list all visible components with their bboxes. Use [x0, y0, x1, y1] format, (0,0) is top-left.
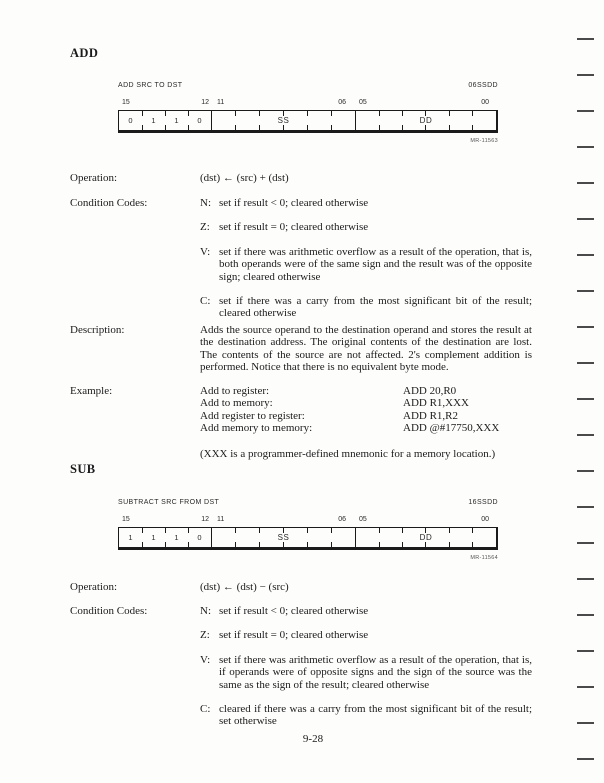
- add-opcode-octal: 06SSDD: [468, 82, 498, 89]
- opcode-bit: 0: [128, 116, 133, 125]
- change-bar: [577, 686, 594, 688]
- bit-label-11: 11: [217, 516, 225, 523]
- change-bar: [577, 650, 594, 652]
- example-item: Add memory to memory: ADD @#17750,XXX: [200, 422, 500, 435]
- sub-opcode-octal: 16SSDD: [468, 499, 498, 506]
- add-description-row: [70, 324, 532, 374]
- flag-n: N:: [200, 605, 211, 617]
- dst-field-label: DD: [419, 116, 433, 125]
- flag-v: V:: [200, 245, 211, 258]
- opcode-bit: 0: [188, 111, 211, 130]
- bit-label-05: 05: [359, 516, 367, 523]
- flag-n: N:: [200, 197, 211, 209]
- condition-code-c: C: cleared if there was a carry from the most significant bit of the result; set otherwise: [200, 703, 532, 728]
- opcode-bit: 1: [165, 111, 188, 130]
- sub-condition-codes-row: [70, 605, 532, 740]
- add-operation-row: [70, 172, 532, 184]
- add-diagram-label: ADD SRC TO DST: [118, 82, 183, 89]
- change-bar: [577, 758, 594, 760]
- add-condition-codes-row: [70, 197, 532, 332]
- condition-code-n: N: set if result < 0; cleared otherwise: [200, 605, 369, 617]
- add-src-field: [211, 111, 355, 130]
- bit-label-00: 00: [481, 99, 489, 106]
- bit-label-15: 15: [122, 516, 130, 523]
- example-item: Add to memory: ADD R1,XXX: [200, 397, 469, 410]
- sub-instruction-heading: SUB: [70, 462, 96, 476]
- condition-code-z: Z: set if result = 0; cleared otherwise: [200, 221, 369, 234]
- add-bit-numbers: [118, 99, 498, 108]
- flag-z: Z:: [200, 629, 210, 642]
- change-bar: [577, 326, 594, 328]
- change-bar: [577, 470, 594, 472]
- page-number: 9-28: [302, 733, 324, 745]
- change-bar: [577, 614, 594, 616]
- example-item: Add register to register: ADD R1,R2: [200, 409, 459, 422]
- flag-c: C:: [200, 295, 211, 308]
- change-bar: [577, 506, 594, 508]
- src-field-label: SS: [277, 533, 290, 542]
- condition-code-v: V: set if there was arithmetic overflow as a result of the operation, that is, both operands were of the same sign and the result was of the opposite sign; cleared otherwise: [200, 245, 532, 283]
- flag-c: C:: [200, 703, 211, 716]
- change-bar: [577, 398, 594, 400]
- change-bar: [577, 434, 594, 436]
- flag-v: V:: [200, 653, 211, 666]
- add-figure-id: MR-11563: [470, 138, 498, 144]
- change-bar: [577, 146, 594, 148]
- change-bar: [577, 290, 594, 292]
- add-opcode-field: [119, 111, 211, 130]
- operation-label: Operation:: [70, 581, 118, 593]
- opcode-bit: 1: [142, 528, 165, 547]
- opcode-bit: 1: [165, 528, 188, 547]
- dst-field-label: DD: [419, 533, 433, 542]
- operation-label: Operation:: [70, 172, 118, 184]
- description-label: Description:: [70, 324, 125, 336]
- add-dst-field: [355, 111, 496, 130]
- add-operation-expression: (dst) ← (src) + (dst): [200, 172, 289, 184]
- change-bar: [577, 362, 594, 364]
- bit-label-15: 15: [122, 99, 130, 106]
- example-code: ADD 20,R0: [403, 385, 457, 397]
- sub-diagram-header: [118, 499, 498, 508]
- opcode-bit: 1: [142, 111, 165, 130]
- add-diagram-header: [118, 82, 498, 91]
- bit-label-05: 05: [359, 99, 367, 106]
- bit-label-11: 11: [217, 99, 225, 106]
- sub-dst-field: [355, 528, 496, 547]
- example-note: (XXX is a programmer-defined mnemonic for a memory location.): [200, 447, 496, 460]
- change-bar: [577, 38, 594, 40]
- add-bitfield-diagram: [118, 82, 498, 144]
- bit-label-12: 12: [201, 99, 209, 106]
- change-bar: [577, 722, 594, 724]
- opcode-bit: 1: [128, 533, 133, 542]
- condition-code-z: Z: set if result = 0; cleared otherwise: [200, 629, 369, 642]
- condition-code-c: C: set if there was a carry from the most significant bit of the result; cleared otherwise: [200, 295, 532, 320]
- condition-codes-label: Condition Codes:: [70, 197, 148, 209]
- condition-code-n: N: set if result < 0; cleared otherwise: [200, 197, 369, 209]
- example-label: Example:: [70, 385, 113, 397]
- bit-label-06: 06: [338, 516, 346, 523]
- src-field-label: SS: [277, 116, 290, 125]
- sub-figure-id: MR-11564: [470, 555, 498, 561]
- change-bar: [577, 578, 594, 580]
- example-code: ADD R1,XXX: [403, 397, 469, 410]
- add-example-row: [70, 385, 532, 460]
- sub-src-field: [211, 528, 355, 547]
- change-bar: [577, 542, 594, 544]
- change-bar: [577, 74, 594, 76]
- sub-operation-expression: (dst) ← (dst) − (src): [200, 581, 289, 593]
- example-code: ADD R1,R2: [403, 409, 459, 422]
- sub-diagram-label: SUBTRACT SRC FROM DST: [118, 499, 220, 506]
- sub-bitfield-diagram: [118, 499, 498, 561]
- flag-z: Z:: [200, 221, 210, 234]
- bit-label-06: 06: [338, 99, 346, 106]
- add-instruction-heading: ADD: [70, 46, 99, 60]
- change-bar: [577, 182, 594, 184]
- sub-bit-box: [118, 527, 498, 550]
- bit-label-00: 00: [481, 516, 489, 523]
- sub-bit-numbers: [118, 516, 498, 525]
- condition-code-v: V: set if there was arithmetic overflow as a result of the operation, that is, if operands were of opposite signs and the sign of the source was the same as the sign of the result; cleared otherwise: [200, 653, 532, 691]
- opcode-bit: 0: [188, 528, 211, 547]
- change-bar: [577, 110, 594, 112]
- add-description-text: Adds the source operand to the destination operand and stores the result at the destination address. The original contents of the destination are lost. The contents of the source are not affected. 2's complement addition is performed. Notice that there is no equivalent byte mode.: [200, 324, 532, 374]
- bit-label-12: 12: [201, 516, 209, 523]
- change-bar: [577, 218, 594, 220]
- change-bar: [577, 254, 594, 256]
- add-bit-box: [118, 110, 498, 133]
- sub-operation-row: [70, 581, 532, 593]
- example-code: ADD @#17750,XXX: [403, 422, 500, 435]
- example-item: Add to register: ADD 20,R0: [200, 385, 457, 397]
- sub-opcode-field: [119, 528, 211, 547]
- condition-codes-label: Condition Codes:: [70, 605, 148, 617]
